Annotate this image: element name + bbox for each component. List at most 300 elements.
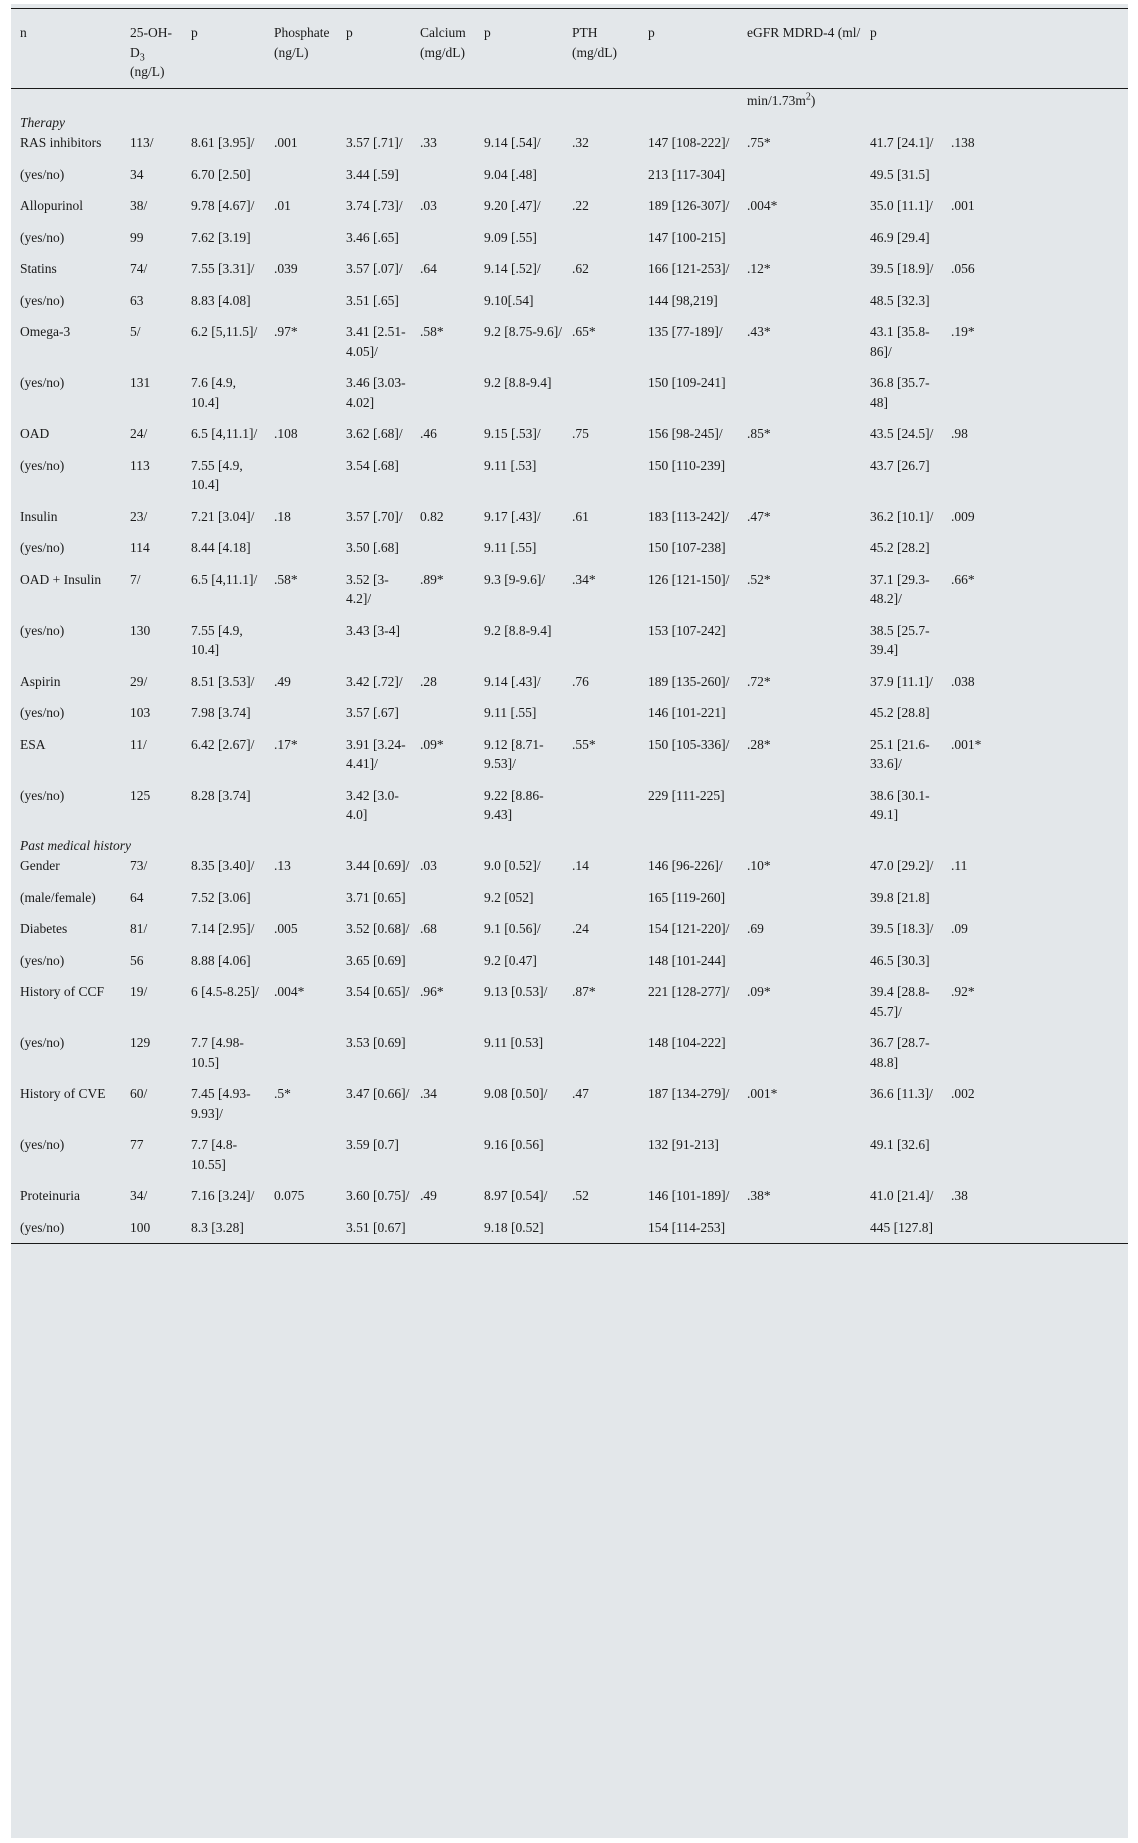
table-row bbox=[11, 855, 1128, 887]
cell-p-pth: .12* bbox=[747, 261, 771, 276]
cell-n: 56 bbox=[130, 952, 144, 968]
cell-d3: 7.45 [4.93-9.93]/ bbox=[191, 1086, 251, 1121]
table-row bbox=[11, 671, 1128, 703]
cell-n: 24/ bbox=[130, 426, 148, 441]
cell-p-egfr bbox=[942, 950, 1128, 982]
cell-p-phosphate: .33 bbox=[420, 135, 437, 150]
cell-calcium: 9.22 [8.86-9.43] bbox=[484, 787, 544, 822]
cell-egfr: 36.6 [11.3]/ bbox=[870, 1086, 933, 1101]
cell-p-phosphate bbox=[411, 537, 475, 569]
cell-pth: 148 [104-222] bbox=[648, 1035, 726, 1050]
cell-pth: 154 [114-253] bbox=[639, 1217, 738, 1244]
table-row bbox=[11, 321, 1128, 372]
cell-calcium: 9.12 [8.71-9.53]/ bbox=[484, 736, 544, 771]
cell-egfr: 47.0 [29.2]/ bbox=[870, 858, 934, 873]
cell-p-pth: .38* bbox=[747, 1188, 771, 1203]
cell-p-pth bbox=[738, 372, 861, 423]
cell-label: Proteinuria bbox=[20, 1188, 80, 1203]
cell-n: 99 bbox=[130, 229, 144, 245]
table-row bbox=[11, 290, 1128, 322]
cell-calcium: 9.2 [8.8-9.4] bbox=[484, 622, 552, 638]
cell-p-calcium: .76 bbox=[572, 673, 589, 689]
cell-phosphate: 3.51 [.65] bbox=[346, 292, 399, 308]
table-row bbox=[11, 258, 1128, 290]
cell-calcium: 9.14 [.52]/ bbox=[484, 261, 541, 276]
section-label: Past medical history bbox=[20, 837, 131, 853]
table-row bbox=[11, 1217, 1128, 1244]
cell-d3: 7.7 [4.98-10.5] bbox=[191, 1035, 244, 1070]
cell-d3: 7.6 [4.9, 10.4] bbox=[191, 375, 236, 410]
cell-p-calcium bbox=[563, 164, 639, 196]
cell-p-d3 bbox=[265, 702, 337, 734]
cell-p-pth bbox=[738, 887, 861, 919]
table-row bbox=[11, 455, 1128, 506]
cell-n: 19/ bbox=[130, 984, 148, 999]
table-row bbox=[11, 1134, 1128, 1185]
cell-p-pth: .28* bbox=[747, 736, 771, 752]
cell-n: 38/ bbox=[130, 198, 148, 213]
cell-p-d3 bbox=[265, 950, 337, 982]
cell-p-phosphate: .03 bbox=[420, 858, 437, 873]
cell-p-phosphate bbox=[411, 1217, 475, 1244]
cell-p-calcium bbox=[563, 620, 639, 671]
cell-d3: 8.28 [3.74] bbox=[191, 787, 251, 803]
cell-p-pth: .09* bbox=[747, 984, 771, 999]
cell-phosphate: 3.57 [.70]/ bbox=[346, 508, 403, 524]
cell-phosphate: 3.50 [.68] bbox=[346, 540, 399, 555]
cell-p-d3: .039 bbox=[274, 261, 298, 276]
cell-calcium: 9.17 [.43]/ bbox=[484, 508, 541, 524]
cell-p-egfr bbox=[942, 1217, 1128, 1244]
cell-p-calcium bbox=[563, 785, 639, 836]
cell-p-phosphate bbox=[411, 372, 475, 423]
data-table bbox=[11, 8, 1128, 1244]
cell-pth: 135 [77-189]/ bbox=[648, 324, 723, 339]
cell-n: 77 bbox=[130, 1137, 144, 1152]
cell-pth: 144 [98,219] bbox=[648, 292, 718, 308]
cell-egfr: 39.8 [21.8] bbox=[870, 889, 930, 905]
cell-pth: 126 [121-150]/ bbox=[648, 571, 730, 587]
table-row bbox=[11, 195, 1128, 227]
cell-n: 34 bbox=[130, 166, 144, 182]
cell-d3: 8.35 [3.40]/ bbox=[191, 858, 255, 873]
cell-pth: 153 [107-242] bbox=[648, 622, 726, 638]
cell-p-pth bbox=[738, 702, 861, 734]
cell-phosphate: 3.57 [.67] bbox=[346, 705, 399, 720]
cell-phosphate: 3.71 [0.65] bbox=[346, 889, 406, 905]
cell-p-pth: .52* bbox=[747, 571, 771, 587]
cell-p-pth: .72* bbox=[747, 673, 771, 689]
cell-p-d3: 0.075 bbox=[274, 1188, 305, 1203]
cell-calcium: 9.2 [0.47] bbox=[484, 952, 537, 968]
cell-label: History of CVE bbox=[20, 1086, 106, 1101]
cell-pth: 148 [101-244] bbox=[648, 952, 726, 968]
cell-p-d3: .005 bbox=[274, 921, 298, 936]
cell-label: (yes/no) bbox=[20, 622, 65, 638]
egfr-unit: $\min/1.73m^2$) bbox=[747, 91, 816, 108]
cell-p-d3 bbox=[265, 164, 337, 196]
cell-calcium: 9.14 [.54]/ bbox=[484, 135, 541, 150]
cell-calcium: 9.1 [0.56]/ bbox=[484, 921, 541, 936]
cell-label: (yes/no) bbox=[20, 952, 65, 968]
cell-p-egfr: .038 bbox=[951, 673, 975, 689]
cell-p-pth bbox=[738, 164, 861, 196]
cell-p-egfr bbox=[942, 537, 1128, 569]
cell-egfr: 49.5 [31.5] bbox=[870, 166, 930, 182]
cell-pth: 166 [121-253]/ bbox=[648, 261, 730, 276]
table-panel bbox=[11, 4, 1128, 1838]
cell-p-calcium bbox=[563, 1217, 639, 1244]
cell-phosphate: 3.52 [0.68]/ bbox=[346, 921, 410, 936]
cell-n: 34/ bbox=[130, 1188, 148, 1203]
cell-p-phosphate bbox=[411, 887, 475, 919]
cell-p-egfr bbox=[942, 785, 1128, 836]
cell-calcium: 9.11 [.53] bbox=[484, 457, 537, 473]
cell-label: (yes/no) bbox=[20, 705, 65, 720]
cell-label: Allopurinol bbox=[20, 198, 83, 213]
cell-p-calcium bbox=[563, 537, 639, 569]
cell-p-phosphate: 0.82 bbox=[420, 508, 444, 524]
cell-n: 60/ bbox=[130, 1086, 148, 1101]
cell-d3: 6.2 [5,11.5]/ bbox=[191, 324, 258, 339]
cell-p-d3: .5* bbox=[274, 1086, 291, 1101]
cell-p-d3 bbox=[265, 785, 337, 836]
cell-p-phosphate bbox=[411, 290, 475, 322]
cell-p-calcium: .34* bbox=[572, 571, 596, 587]
table-row bbox=[11, 506, 1128, 538]
cell-egfr: 37.9 [11.1]/ bbox=[870, 673, 933, 689]
cell-p-phosphate bbox=[411, 227, 475, 259]
cell-phosphate: 3.57 [.71]/ bbox=[346, 135, 403, 150]
cell-egfr: 39.5 [18.3]/ bbox=[870, 921, 934, 936]
cell-n: 73/ bbox=[130, 858, 148, 873]
cell-label: (yes/no) bbox=[20, 166, 65, 182]
cell-phosphate: 3.42 [.72]/ bbox=[346, 673, 403, 689]
cell-pth: 221 [128-277]/ bbox=[648, 984, 730, 999]
cell-p-pth bbox=[738, 620, 861, 671]
cell-p-d3 bbox=[265, 455, 337, 506]
cell-egfr: 49.1 [32.6] bbox=[870, 1137, 930, 1152]
cell-p-calcium: .65* bbox=[572, 324, 596, 339]
cell-d3: 6 [4.5-8.25]/ bbox=[191, 984, 259, 999]
cell-d3: 7.21 [3.04]/ bbox=[191, 508, 255, 524]
header-calcium: Calcium (mg/dL) bbox=[420, 25, 466, 60]
cell-n: 64 bbox=[130, 889, 144, 905]
cell-egfr: 25.1 [21.6-33.6]/ bbox=[870, 736, 930, 771]
header-p: p bbox=[484, 25, 491, 40]
cell-p-pth bbox=[738, 950, 861, 982]
cell-p-calcium bbox=[563, 227, 639, 259]
cell-p-pth: .001* bbox=[747, 1086, 778, 1101]
cell-d3: 8.44 [4.18] bbox=[191, 540, 251, 555]
cell-calcium: 9.10[.54] bbox=[484, 292, 534, 308]
cell-label: (male/female) bbox=[20, 889, 96, 905]
cell-p-d3: .001 bbox=[274, 135, 298, 150]
cell-egfr: 36.7 [28.7-48.8] bbox=[870, 1035, 930, 1070]
cell-p-pth bbox=[738, 1217, 861, 1244]
cell-label: (yes/no) bbox=[20, 540, 65, 555]
cell-d3: 7.55 [4.9, 10.4] bbox=[191, 457, 243, 492]
table-row bbox=[11, 132, 1128, 164]
cell-n: 23/ bbox=[130, 508, 148, 524]
cell-p-phosphate bbox=[411, 620, 475, 671]
cell-d3: 7.55 [4.9, 10.4] bbox=[191, 622, 243, 657]
cell-p-pth: .69 bbox=[747, 921, 764, 936]
cell-d3: 6.42 [2.67]/ bbox=[191, 736, 255, 752]
cell-p-d3: .01 bbox=[274, 198, 291, 213]
cell-phosphate: 3.41 [2.51-4.05]/ bbox=[346, 324, 406, 359]
cell-egfr: 38.5 [25.7-39.4] bbox=[870, 622, 930, 657]
cell-p-egfr: .056 bbox=[951, 261, 975, 276]
cell-n: 125 bbox=[130, 787, 151, 803]
cell-n: 63 bbox=[130, 292, 144, 308]
cell-p-calcium bbox=[563, 702, 639, 734]
cell-pth: 132 [91-213] bbox=[648, 1137, 719, 1152]
cell-d3: 6.5 [4,11.1]/ bbox=[191, 426, 258, 441]
cell-n: 29/ bbox=[130, 673, 148, 689]
cell-calcium: 9.13 [0.53]/ bbox=[484, 984, 548, 999]
cell-p-pth bbox=[738, 1134, 861, 1185]
cell-p-phosphate: .68 bbox=[420, 921, 437, 936]
cell-p-calcium: .75 bbox=[572, 426, 589, 441]
cell-n: 114 bbox=[130, 540, 150, 555]
cell-p-egfr: .001 bbox=[951, 198, 975, 213]
cell-label: Statins bbox=[20, 261, 57, 276]
cell-phosphate: 3.43 [3-4] bbox=[346, 622, 400, 638]
table-row bbox=[11, 981, 1128, 1032]
cell-p-calcium: .61 bbox=[572, 508, 589, 524]
cell-p-d3 bbox=[265, 887, 337, 919]
cell-calcium: 9.0 [0.52]/ bbox=[484, 858, 541, 873]
cell-pth: 150 [110-239] bbox=[648, 457, 726, 473]
cell-p-phosphate: .03 bbox=[420, 198, 437, 213]
cell-p-pth bbox=[738, 290, 861, 322]
cell-p-egfr bbox=[942, 227, 1128, 259]
cell-n: 129 bbox=[130, 1035, 151, 1050]
cell-egfr: 41.0 [21.4]/ bbox=[870, 1188, 934, 1203]
header-p: p bbox=[191, 25, 198, 40]
unit-row bbox=[11, 88, 1128, 113]
cell-n: 5/ bbox=[130, 324, 141, 339]
cell-d3: 7.52 [3.06] bbox=[191, 889, 251, 905]
cell-p-egfr: .001* bbox=[951, 736, 982, 752]
cell-pth: 189 [135-260]/ bbox=[648, 673, 730, 689]
cell-phosphate: 3.54 [0.65]/ bbox=[346, 984, 410, 999]
cell-phosphate: 3.46 [.65] bbox=[346, 229, 399, 245]
cell-calcium: 9.18 [0.52] bbox=[475, 1217, 563, 1244]
cell-p-egfr: .38 bbox=[951, 1188, 968, 1203]
cell-phosphate: 3.57 [.07]/ bbox=[346, 261, 403, 276]
cell-d3: 7.7 [4.8-10.55] bbox=[191, 1137, 238, 1172]
header-blank bbox=[942, 9, 1128, 89]
cell-p-egfr bbox=[942, 164, 1128, 196]
cell-egfr: 43.7 [26.7] bbox=[870, 457, 930, 473]
cell-d3: 7.14 [2.95]/ bbox=[191, 921, 255, 936]
table-row bbox=[11, 734, 1128, 785]
cell-p-phosphate bbox=[411, 1134, 475, 1185]
cell-p-egfr bbox=[942, 887, 1128, 919]
cell-egfr: 45.2 [28.8] bbox=[870, 705, 930, 720]
cell-egfr: 445 [127.8] bbox=[861, 1217, 942, 1244]
cell-d3: 7.98 [3.74] bbox=[191, 705, 251, 720]
cell-phosphate: 3.53 [0.69] bbox=[346, 1035, 406, 1050]
cell-phosphate: 3.74 [.73]/ bbox=[346, 198, 403, 213]
cell-p-calcium: .87* bbox=[572, 984, 596, 999]
cell-egfr: 38.6 [30.1-49.1] bbox=[870, 787, 930, 822]
table-row bbox=[11, 423, 1128, 455]
cell-p-calcium: .32 bbox=[572, 135, 589, 150]
cell-label: OAD bbox=[20, 426, 50, 441]
cell-p-egfr: .98 bbox=[951, 426, 968, 441]
cell-n: 103 bbox=[130, 705, 151, 720]
cell-egfr: 43.1 [35.8-86]/ bbox=[870, 324, 930, 359]
cell-p-calcium bbox=[563, 887, 639, 919]
header-pth: PTH (mg/dL) bbox=[572, 25, 617, 60]
cell-pth: 183 [113-242]/ bbox=[648, 508, 729, 524]
cell-n: 11/ bbox=[130, 736, 147, 752]
header-n: n bbox=[20, 25, 27, 40]
cell-label: Omega-3 bbox=[20, 324, 71, 339]
cell-p-phosphate: .89* bbox=[420, 571, 444, 587]
cell-label: Diabetes bbox=[20, 921, 68, 936]
cell-pth: 165 [119-260] bbox=[648, 889, 726, 905]
cell-p-egfr bbox=[942, 702, 1128, 734]
cell-p-phosphate bbox=[411, 1032, 475, 1083]
cell-calcium: 9.09 [.55] bbox=[484, 229, 537, 245]
cell-p-d3 bbox=[265, 537, 337, 569]
header-row bbox=[11, 9, 1128, 89]
cell-label: Aspirin bbox=[20, 673, 61, 689]
cell-p-d3: .49 bbox=[274, 673, 291, 689]
cell-p-pth: .10* bbox=[747, 858, 771, 873]
cell-egfr: 41.7 [24.1]/ bbox=[870, 135, 934, 150]
cell-egfr: 46.9 [29.4] bbox=[870, 229, 930, 245]
table-row bbox=[11, 537, 1128, 569]
cell-p-d3 bbox=[265, 620, 337, 671]
cell-p-pth: .75* bbox=[747, 135, 771, 150]
cell-label: Insulin bbox=[20, 508, 58, 524]
cell-pth: 150 [105-336]/ bbox=[648, 736, 730, 752]
header-p: p bbox=[648, 25, 655, 40]
cell-label: (yes/no) bbox=[11, 1217, 121, 1244]
cell-p-phosphate: .34 bbox=[420, 1086, 437, 1101]
cell-p-pth: .47* bbox=[747, 508, 771, 524]
cell-p-calcium: .14 bbox=[572, 858, 589, 873]
cell-p-calcium bbox=[563, 290, 639, 322]
header-25ohd3: $25-OH-D_3$ (ng/L) bbox=[130, 25, 172, 79]
cell-phosphate: 3.51 [0.67] bbox=[337, 1217, 411, 1244]
cell-phosphate: 3.59 [0.7] bbox=[346, 1137, 399, 1152]
cell-p-d3: .18 bbox=[274, 508, 291, 524]
cell-p-calcium: .47 bbox=[572, 1086, 589, 1101]
cell-p-phosphate bbox=[411, 455, 475, 506]
cell-p-d3: .17* bbox=[274, 736, 298, 752]
cell-label: OAD + Insulin bbox=[20, 571, 102, 587]
cell-pth: 150 [109-241] bbox=[648, 375, 726, 390]
cell-egfr: 45.2 [28.2] bbox=[870, 540, 930, 555]
cell-d3: 7.62 [3.19] bbox=[191, 229, 251, 245]
cell-p-calcium bbox=[563, 950, 639, 982]
cell-d3: 8.83 [4.08] bbox=[191, 292, 251, 308]
cell-p-calcium: .24 bbox=[572, 921, 589, 936]
cell-p-egfr: .92* bbox=[951, 984, 975, 999]
cell-p-pth bbox=[738, 785, 861, 836]
cell-phosphate: 3.65 [0.69] bbox=[346, 952, 406, 968]
cell-n: 100 bbox=[121, 1217, 182, 1244]
cell-p-d3: .58* bbox=[274, 571, 298, 587]
cell-calcium: 9.14 [.43]/ bbox=[484, 673, 541, 689]
cell-calcium: 9.3 [9-9.6]/ bbox=[484, 571, 546, 587]
cell-label: History of CCF bbox=[20, 984, 105, 999]
table-row bbox=[11, 372, 1128, 423]
cell-calcium: 9.15 [.53]/ bbox=[484, 426, 541, 441]
cell-p-phosphate: .64 bbox=[420, 261, 437, 276]
cell-p-egfr bbox=[942, 1134, 1128, 1185]
header-p: p bbox=[346, 25, 353, 40]
table-row bbox=[11, 887, 1128, 919]
cell-phosphate: 3.54 [.68] bbox=[346, 457, 399, 473]
cell-phosphate: 3.91 [3.24-4.41]/ bbox=[346, 736, 406, 771]
cell-egfr: 36.2 [10.1]/ bbox=[870, 508, 934, 524]
cell-p-egfr: .09 bbox=[951, 921, 968, 936]
cell-p-pth: .004* bbox=[747, 198, 778, 213]
cell-n: 113 bbox=[130, 457, 150, 473]
section-therapy bbox=[11, 113, 1128, 133]
cell-d3: 8.61 [3.95]/ bbox=[191, 135, 255, 150]
cell-p-calcium: .55* bbox=[572, 736, 596, 752]
cell-d3: 8.88 [4.06] bbox=[191, 952, 251, 968]
cell-pth: 147 [100-215] bbox=[648, 229, 726, 245]
cell-calcium: 9.11 [.55] bbox=[484, 540, 537, 555]
cell-p-egfr: .138 bbox=[951, 135, 975, 150]
cell-p-egfr bbox=[942, 455, 1128, 506]
cell-label: (yes/no) bbox=[20, 1137, 65, 1152]
table-row bbox=[11, 227, 1128, 259]
table-row bbox=[11, 620, 1128, 671]
table-row bbox=[11, 1032, 1128, 1083]
cell-d3: 7.55 [3.31]/ bbox=[191, 261, 255, 276]
cell-p-phosphate bbox=[411, 950, 475, 982]
cell-p-phosphate bbox=[411, 164, 475, 196]
cell-calcium: 9.2 [8.8-9.4] bbox=[484, 375, 552, 390]
cell-d3: 6.70 [2.50] bbox=[191, 166, 251, 182]
cell-p-egfr bbox=[942, 620, 1128, 671]
cell-p-d3: .004* bbox=[274, 984, 305, 999]
cell-n: 130 bbox=[130, 622, 151, 638]
cell-p-phosphate: .28 bbox=[420, 673, 437, 689]
cell-label: ESA bbox=[20, 736, 46, 752]
cell-p-pth bbox=[738, 227, 861, 259]
cell-label: (yes/no) bbox=[20, 787, 65, 803]
cell-p-egfr: .009 bbox=[951, 508, 975, 524]
cell-egfr: 39.4 [28.8-45.7]/ bbox=[870, 984, 930, 1019]
cell-egfr: 43.5 [24.5]/ bbox=[870, 426, 934, 441]
cell-calcium: 9.16 [0.56] bbox=[484, 1137, 544, 1152]
cell-d3: 6.5 [4,11.1]/ bbox=[191, 571, 258, 587]
cell-p-d3 bbox=[265, 290, 337, 322]
cell-phosphate: 3.62 [.68]/ bbox=[346, 426, 403, 441]
table-row bbox=[11, 1083, 1128, 1134]
cell-p-egfr: .002 bbox=[951, 1086, 975, 1101]
cell-phosphate: 3.42 [3.0-4.0] bbox=[346, 787, 399, 822]
cell-p-pth: .85* bbox=[747, 426, 771, 441]
cell-pth: 213 [117-304] bbox=[648, 166, 726, 182]
cell-egfr: 36.8 [35.7-48] bbox=[870, 375, 930, 410]
cell-label: RAS inhibitors bbox=[20, 135, 102, 150]
cell-egfr: 39.5 [18.9]/ bbox=[870, 261, 934, 276]
cell-p-calcium bbox=[563, 372, 639, 423]
cell-p-calcium bbox=[563, 1032, 639, 1083]
